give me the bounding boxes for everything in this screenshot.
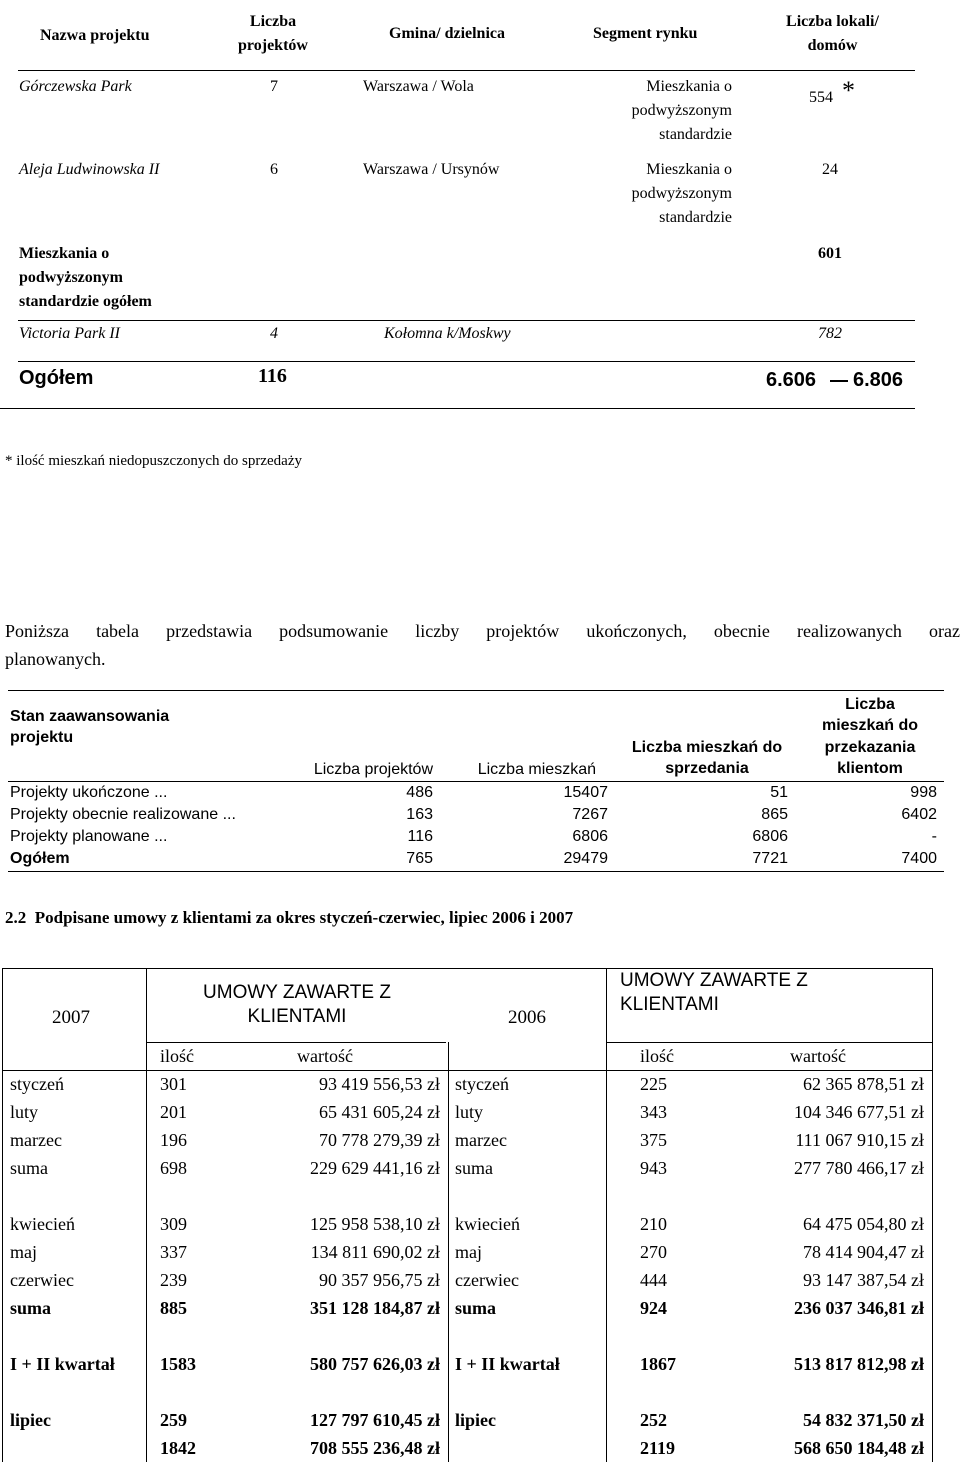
contracts-value: 229 629 441,16 zł: [310, 1158, 440, 1178]
contracts-value: 90 357 956,75 zł: [319, 1270, 440, 1290]
month-label: lipiec: [455, 1410, 496, 1430]
month-label: kwiecień: [10, 1214, 75, 1234]
contracts-value: 104 346 677,51 zł: [794, 1102, 924, 1122]
month-label: marzec: [10, 1130, 62, 1150]
contracts-value: 568 650 184,48 zł: [794, 1438, 924, 1458]
contracts-qty: 1867: [640, 1354, 676, 1374]
total-units-dash: [830, 380, 848, 382]
total-units-old: 6.606: [766, 369, 817, 391]
header-stage-line2: projektu: [10, 729, 74, 746]
project-segment-line2: podwyższonym: [631, 185, 732, 202]
month-label: czerwiec: [455, 1270, 519, 1290]
col-value-left: wartość: [297, 1046, 353, 1066]
month-label: maj: [455, 1242, 482, 1262]
for-sale-value: 6806: [752, 828, 788, 845]
projects-value: 486: [406, 784, 433, 801]
contracts-qty: 225: [640, 1074, 667, 1094]
header-units-line1: Liczba lokali/: [786, 13, 879, 30]
contracts-header-left-line1: UMOWY ZAWARTE Z: [203, 982, 391, 1003]
contracts-qty: 2119: [640, 1438, 676, 1458]
header-projects: Liczba projektów: [313, 761, 433, 778]
month-label: suma: [455, 1298, 497, 1318]
col-qty-left: ilość: [160, 1046, 194, 1066]
month-label: suma: [10, 1298, 52, 1318]
handover-value: 6402: [901, 806, 937, 823]
total-label: Ogółem: [19, 367, 94, 389]
contracts-qty: 309: [160, 1214, 187, 1234]
project-segment-line3: standardzie: [659, 209, 732, 226]
contracts-value: 111 067 910,15 zł: [795, 1130, 924, 1150]
contracts-value: 70 778 279,39 zł: [319, 1130, 440, 1150]
total-units-new: 6.806: [853, 369, 904, 391]
contracts-header-right-line2: KLIENTAMI: [620, 994, 719, 1015]
contracts-qty: 1583: [160, 1354, 196, 1374]
table3-divider: [448, 1042, 449, 1462]
contracts-qty: 239: [160, 1270, 187, 1290]
for-sale-value: 51: [770, 784, 788, 801]
contracts-value: 93 419 556,53 zł: [319, 1074, 440, 1094]
contracts-value: 580 757 626,03 zł: [310, 1354, 440, 1374]
contracts-qty: 343: [640, 1102, 667, 1122]
col-value-right: wartość: [790, 1046, 846, 1066]
subtotal-label-line3: standardzie ogółem: [19, 293, 152, 310]
contracts-qty: 375: [640, 1130, 667, 1150]
project-district: Warszawa / Ursynów: [363, 161, 500, 178]
handover-value: 998: [910, 784, 937, 801]
contracts-qty: 337: [160, 1242, 187, 1262]
project-district: Kołomna k/Moskwy: [384, 325, 511, 342]
units-value: 7267: [572, 806, 608, 823]
contracts-qty: 698: [160, 1158, 187, 1178]
table1-bottom-rule: [0, 408, 915, 409]
header-for-sale-line1: Liczba mieszkań do: [631, 739, 783, 756]
table2-bottom-rule: [8, 871, 944, 872]
table1-rule: [18, 361, 915, 362]
contracts-qty: 259: [160, 1410, 187, 1430]
project-count: 6: [270, 161, 278, 178]
header-units-line2: domów: [807, 37, 858, 54]
contracts-qty: 1842: [160, 1438, 196, 1458]
contracts-qty: 924: [640, 1298, 667, 1318]
projects-total: 765: [406, 850, 433, 867]
contracts-value: 65 431 605,24 zł: [319, 1102, 440, 1122]
project-count: 7: [270, 78, 278, 95]
handover-value: -: [931, 828, 937, 845]
contracts-value: 78 414 904,47 zł: [803, 1242, 924, 1262]
contracts-value: 62 365 878,51 zł: [803, 1074, 924, 1094]
units-value: 6806: [572, 828, 608, 845]
header-project-name: Nazwa projektu: [40, 27, 150, 44]
total-count: 116: [258, 365, 287, 387]
contracts-qty: 201: [160, 1102, 187, 1122]
table3-right-border: [932, 968, 933, 1462]
header-handover-line3: przekazania: [824, 739, 916, 756]
section-heading: 2.2 Podpisane umowy z klientami za okres styczeń-czerwiec, lipiec 2006 i 2007: [5, 908, 574, 927]
summary-paragraph-line2: planowanych.: [5, 649, 106, 669]
header-district: Gmina/ dzielnica: [389, 25, 505, 42]
subtotal-label-line2: podwyższonym: [19, 269, 124, 286]
contracts-value: 134 811 690,02 zł: [310, 1242, 440, 1262]
project-units: 782: [818, 325, 842, 342]
units-total: 29479: [563, 850, 608, 867]
for-sale-value: 865: [761, 806, 788, 823]
table1-header-rule: [18, 70, 915, 71]
month-label: lipiec: [10, 1410, 51, 1430]
month-label: luty: [455, 1102, 484, 1122]
header-handover-line1: Liczba: [845, 696, 895, 713]
header-project-count-line1: Liczba: [249, 13, 297, 30]
header-stage-line1: Stan zaawansowania: [10, 708, 170, 725]
contracts-value: 708 555 236,48 zł: [310, 1438, 440, 1458]
for-sale-total: 7721: [752, 850, 788, 867]
subtotal-units: 601: [818, 245, 842, 262]
project-segment-line3: standardzie: [659, 126, 732, 143]
project-segment-line1: Mieszkania o: [646, 78, 732, 95]
month-label: suma: [455, 1158, 493, 1178]
header-project-count-line2: projektów: [238, 37, 308, 54]
contracts-header-left-line2: KLIENTAMI: [247, 1006, 347, 1027]
contracts-qty: 943: [640, 1158, 667, 1178]
project-count: 4: [270, 325, 278, 342]
project-name: Victoria Park II: [19, 325, 121, 342]
month-label: styczeń: [10, 1074, 64, 1094]
project-segment-line2: podwyższonym: [631, 102, 732, 119]
header-units: Liczba mieszkań: [477, 761, 596, 778]
header-handover-line2: mieszkań do: [821, 717, 919, 734]
table2-top-rule: [8, 690, 944, 691]
contracts-qty: 270: [640, 1242, 667, 1262]
projects-value: 163: [406, 806, 433, 823]
contracts-value: 277 780 466,17 zł: [794, 1158, 924, 1178]
stage-label: Projekty planowane ...: [10, 828, 168, 845]
handover-total: 7400: [901, 850, 937, 867]
contracts-header-right-line1: UMOWY ZAWARTE Z: [620, 970, 808, 991]
contracts-value: 64 475 054,80 zł: [803, 1214, 924, 1234]
stage-total-label: Ogółem: [10, 850, 70, 867]
month-label: luty: [10, 1102, 39, 1122]
stage-label: Projekty obecnie realizowane ...: [10, 806, 236, 823]
footnote-marker: *: [842, 76, 855, 105]
month-label: kwiecień: [455, 1214, 520, 1234]
footnote: * ilość mieszkań niedopuszczonych do sprzedaży: [5, 453, 302, 469]
subtotal-label-line1: Mieszkania o: [19, 245, 110, 262]
month-label: marzec: [455, 1130, 507, 1150]
contracts-qty: 210: [640, 1214, 667, 1234]
projects-value: 116: [407, 828, 433, 845]
project-units: 554: [809, 89, 833, 106]
header-segment: Segment rynku: [593, 25, 698, 42]
project-district: Warszawa / Wola: [363, 78, 474, 95]
project-name: Górczewska Park: [19, 78, 132, 95]
contracts-value: 125 958 538,10 zł: [310, 1214, 440, 1234]
stage-label: Projekty ukończone ...: [10, 784, 168, 801]
month-label: styczeń: [455, 1074, 509, 1094]
contracts-value: 513 817 812,98 zł: [794, 1354, 924, 1374]
contracts-value: 351 128 184,87 zł: [310, 1298, 440, 1318]
contracts-value: 236 037 346,81 zł: [794, 1298, 924, 1318]
contracts-qty: 885: [160, 1298, 187, 1318]
units-value: 15407: [563, 784, 608, 801]
contracts-qty: 252: [640, 1410, 667, 1430]
contracts-qty: 301: [160, 1074, 187, 1094]
year-2006: 2006: [508, 1007, 546, 1028]
month-label: suma: [10, 1158, 48, 1178]
contracts-qty: 196: [160, 1130, 187, 1150]
header-handover-line4: klientom: [837, 760, 903, 777]
month-label: I + II kwartał: [455, 1354, 560, 1374]
table1-rule: [18, 320, 915, 321]
project-name: Aleja Ludwinowska II: [19, 161, 160, 178]
contracts-value: 93 147 387,54 zł: [803, 1270, 924, 1290]
month-label: czerwiec: [10, 1270, 74, 1290]
project-units: 24: [822, 161, 838, 178]
month-label: maj: [10, 1242, 37, 1262]
contracts-value: 54 832 371,50 zł: [803, 1410, 924, 1430]
header-for-sale-line2: sprzedania: [665, 760, 749, 777]
year-2007: 2007: [52, 1007, 90, 1028]
table3-left-border: [2, 968, 3, 1462]
month-label: I + II kwartał: [10, 1354, 115, 1374]
project-segment-line1: Mieszkania o: [646, 161, 732, 178]
contracts-value: 127 797 610,45 zł: [310, 1410, 440, 1430]
summary-paragraph-line1: Poniższa tabela przedstawia podsumowanie liczby projektów ukończonych, obecnie realizowanych oraz: [5, 621, 960, 641]
col-qty-right: ilość: [640, 1046, 674, 1066]
contracts-qty: 444: [640, 1270, 667, 1290]
